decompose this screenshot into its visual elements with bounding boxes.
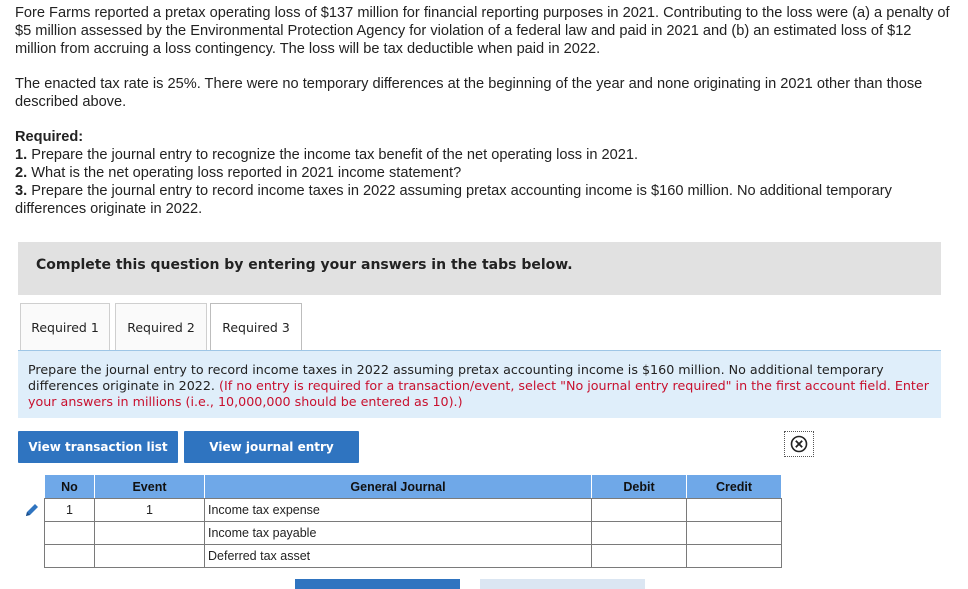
debit-cell[interactable] <box>592 545 687 568</box>
account-cell[interactable]: Income tax payable <box>205 522 592 545</box>
tab-required-2[interactable]: Required 2 <box>115 303 207 350</box>
instruction-text: Prepare the journal entry to record income taxes in 2022 assuming pretax accounting income is $160 million. No additional temporary differences originate in 2022. <box>28 362 884 393</box>
tab-required-3[interactable]: Required 3 <box>210 303 302 352</box>
instructions-banner <box>18 242 941 295</box>
credit-cell[interactable] <box>687 522 782 545</box>
journal-table <box>44 474 782 568</box>
problem-paragraph-2: The enacted tax rate is 25%. There were no temporary differences at the beginning of the year and none originating in 2021 other than those described above. <box>15 76 923 110</box>
account-cell[interactable]: Deferred tax asset <box>205 545 592 568</box>
required-item-1: 1. Prepare the journal entry to recognize the income tax benefit of the net operating loss in 2021. <box>15 147 639 163</box>
required-item-2: 2. What is the net operating loss reported in 2021 income statement? <box>15 165 462 181</box>
header-general-journal: General Journal <box>205 475 592 499</box>
credit-cell[interactable] <box>687 499 782 522</box>
table-row <box>45 522 782 545</box>
required-section <box>15 128 955 218</box>
header-no: No <box>45 475 95 499</box>
clear-entries-button[interactable] <box>784 431 814 457</box>
row-event: 1 <box>95 499 205 522</box>
row-no <box>45 545 95 568</box>
close-circle-icon <box>790 435 808 453</box>
tab-required-1[interactable]: Required 1 <box>20 303 110 350</box>
problem-paragraph-1: Fore Farms reported a pretax operating loss of $137 million for financial reporting purposes in 2021. Contributing to the loss were (a) a penalty of $5 million assessed by the Environmental Protection Agency for violation of a federal law and paid in 2021 and (b) an estimated loss of $12 million from accruing a loss contingency. The loss will be tax deductible when paid in 2022. <box>15 5 950 57</box>
view-journal-worksheet-button[interactable]: View journal entry <box>184 431 359 463</box>
problem-statement <box>15 4 955 218</box>
next-tab-button[interactable] <box>480 579 645 589</box>
journal-header-row <box>45 475 782 499</box>
header-credit: Credit <box>687 475 782 499</box>
view-transaction-list-button[interactable]: View transaction list <box>18 431 178 463</box>
required-label: Required: <box>15 129 84 145</box>
previous-tab-button[interactable] <box>295 579 460 589</box>
instruction-panel <box>18 350 941 418</box>
banner-text: Complete this question by entering your answers in the tabs below. <box>36 257 573 273</box>
account-cell[interactable]: Income tax expense <box>205 499 592 522</box>
row-event <box>95 522 205 545</box>
header-event: Event <box>95 475 205 499</box>
header-debit: Debit <box>592 475 687 499</box>
debit-cell[interactable] <box>592 522 687 545</box>
table-row <box>45 545 782 568</box>
credit-cell[interactable] <box>687 545 782 568</box>
row-event <box>95 545 205 568</box>
row-no: 1 <box>45 499 95 522</box>
pencil-icon[interactable] <box>23 501 41 519</box>
debit-cell[interactable] <box>592 499 687 522</box>
required-item-3: 3. Prepare the journal entry to record income taxes in 2022 assuming pretax accounting income is $160 million. No additional temporary differences originate in 2022. <box>15 183 892 217</box>
instruction-note: (If no entry is required for a transaction/event, select "No journal entry required" in the first account field. Enter your answers in millions (i.e., 10,000,000 should be entered as 10).) <box>28 378 929 409</box>
row-no <box>45 522 95 545</box>
table-row <box>45 499 782 522</box>
